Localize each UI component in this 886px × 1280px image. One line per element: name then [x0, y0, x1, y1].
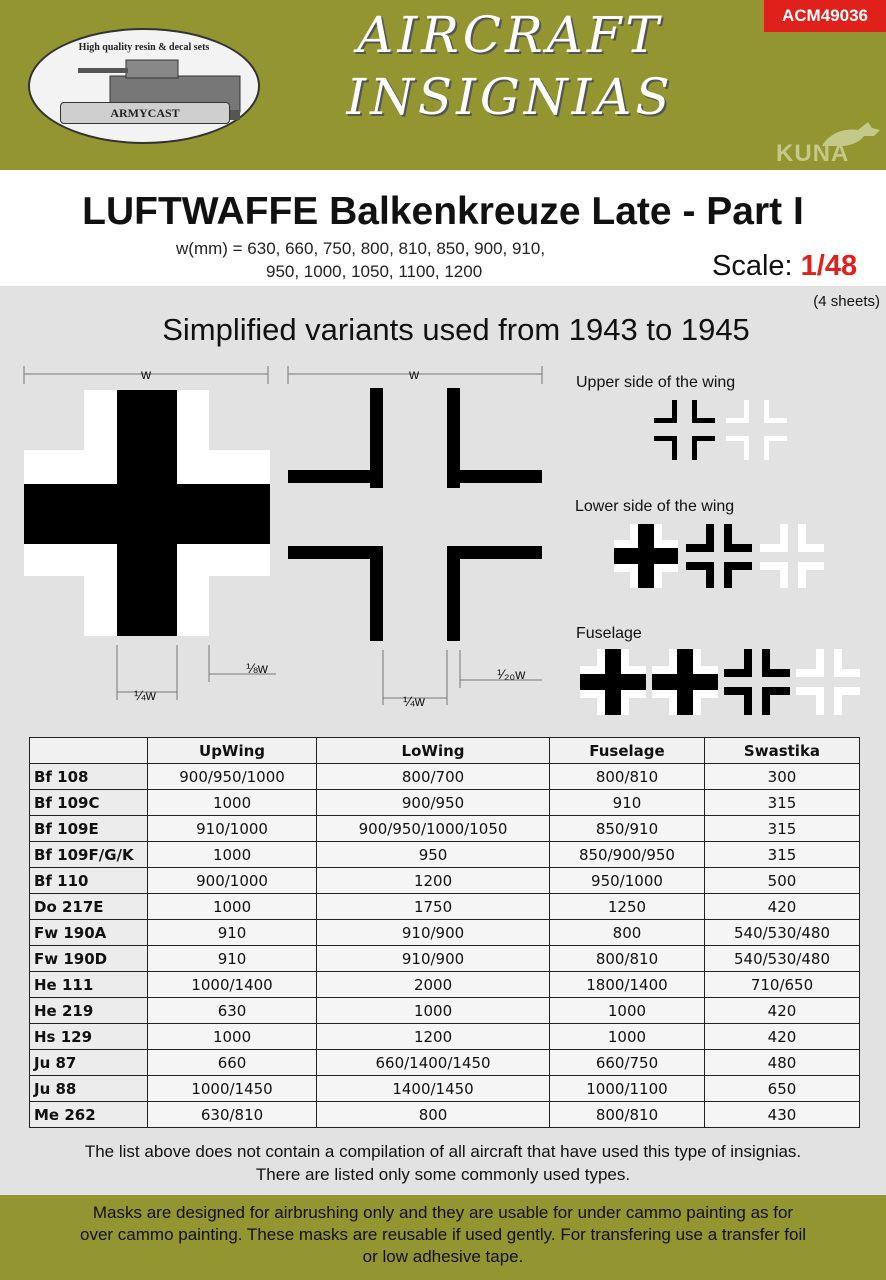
size-cell: 910 [148, 920, 317, 946]
size-cell: 950 [317, 842, 550, 868]
size-cell: 800/810 [549, 764, 704, 790]
solid-cross-diagram [0, 360, 290, 710]
series-title-line2: INSIGNIAS [346, 68, 674, 126]
aircraft-name-cell: Bf 109F/G/K [30, 842, 148, 868]
size-cell: 650 [704, 1076, 859, 1102]
lower-wing-label: Lower side of the wing [575, 498, 735, 515]
logo-tagline: High quality resin & decal sets [78, 42, 210, 53]
table-row [30, 972, 860, 998]
aircraft-name-cell: Fw 190A [30, 920, 148, 946]
sheets-count: (4 sheets) [813, 293, 880, 310]
series-title-line1: AIRCRAFT [357, 6, 663, 64]
quarter-w-label-2: ¼w [403, 693, 425, 709]
footer-line-2: over cammo painting. These masks are reusable if used gently. For transfering use a transfer foil [80, 1225, 806, 1244]
size-cell: 1000 [549, 1024, 704, 1050]
size-cell: 1000 [549, 998, 704, 1024]
size-cell: 660/750 [549, 1050, 704, 1076]
size-cell: 910/1000 [148, 816, 317, 842]
size-cell: 1250 [549, 894, 704, 920]
table-row [30, 920, 860, 946]
size-cell: 420 [704, 1024, 859, 1050]
aircraft-name-cell: Bf 109E [30, 816, 148, 842]
size-cell: 800 [317, 1102, 550, 1128]
size-cell: 1000 [148, 842, 317, 868]
size-cell: 660/1400/1450 [317, 1050, 550, 1076]
subtitle: Simplified variants used from 1943 to 1945 [162, 312, 750, 347]
aircraft-name-cell: Fw 190D [30, 946, 148, 972]
aircraft-name-cell: Ju 87 [30, 1050, 148, 1076]
size-cell: 910 [549, 790, 704, 816]
outline-cross-diagram [280, 360, 550, 710]
size-cell: 300 [704, 764, 859, 790]
logo-banner: ARMYCAST [60, 102, 230, 124]
size-cell: 1200 [317, 1024, 550, 1050]
size-cell: 900/950/1000 [148, 764, 317, 790]
column-header: Fuselage [549, 738, 704, 764]
scale-text: Scale: [712, 250, 793, 282]
size-cell: 1000 [148, 1024, 317, 1050]
aircraft-sizes-table [29, 737, 860, 1128]
table-row [30, 842, 860, 868]
aircraft-name-cell: He 111 [30, 972, 148, 998]
size-cell: 315 [704, 816, 859, 842]
size-cell: 1400/1450 [317, 1076, 550, 1102]
size-cell: 910 [148, 946, 317, 972]
size-cell: 800/700 [317, 764, 550, 790]
column-header [30, 738, 148, 764]
table-row [30, 1024, 860, 1050]
page-title: LUFTWAFFE Balkenkreuze Late - Part I [82, 190, 804, 233]
table-row [30, 764, 860, 790]
eighth-w-label: ⅛w [246, 660, 268, 676]
size-cell: 800/810 [549, 1102, 704, 1128]
scale-value: 1/48 [800, 250, 858, 282]
quarter-w-label-1: ¼w [134, 687, 156, 703]
size-cell: 1000 [148, 790, 317, 816]
note-line-2: There are listed only some commonly used types. [255, 1165, 631, 1184]
table-row [30, 946, 860, 972]
size-cell: 1200 [317, 868, 550, 894]
table-row [30, 816, 860, 842]
table-row [30, 894, 860, 920]
upper-wing-insignia-icons [650, 398, 800, 468]
size-cell: 910/900 [317, 920, 550, 946]
column-header: UpWing [148, 738, 317, 764]
size-cell: 430 [704, 1102, 859, 1128]
table-note [0, 1140, 886, 1186]
table-row [30, 998, 860, 1024]
armycast-logo [28, 28, 260, 144]
footer-line-3: or low adhesive tape. [362, 1247, 524, 1266]
table-row [30, 1050, 860, 1076]
column-header: LoWing [317, 738, 550, 764]
width-label-2: w [409, 366, 420, 382]
table-row [30, 790, 860, 816]
size-cell: 900/1000 [148, 868, 317, 894]
aircraft-name-cell: Me 262 [30, 1102, 148, 1128]
product-code-badge: ACM49036 [764, 0, 886, 32]
size-cell: 1800/1400 [549, 972, 704, 998]
aircraft-name-cell: Bf 110 [30, 868, 148, 894]
size-cell: 630/810 [148, 1102, 317, 1128]
size-cell: 420 [704, 894, 859, 920]
table-row [30, 1102, 860, 1128]
footer-text [0, 1202, 886, 1268]
size-cell: 315 [704, 842, 859, 868]
brand-logo: KUNA [776, 140, 850, 167]
size-cell: 420 [704, 998, 859, 1024]
size-cell: 1000/1400 [148, 972, 317, 998]
fuselage-insignia-icons [578, 647, 868, 719]
tank-icon [30, 30, 258, 142]
size-cell: 1000/1100 [549, 1076, 704, 1102]
size-cell: 660 [148, 1050, 317, 1076]
aircraft-name-cell: He 219 [30, 998, 148, 1024]
size-cell: 1000 [317, 998, 550, 1024]
size-cell: 1000/1450 [148, 1076, 317, 1102]
size-cell: 500 [704, 868, 859, 894]
aircraft-name-cell: Bf 109C [30, 790, 148, 816]
size-cell: 1750 [317, 894, 550, 920]
size-cell: 850/910 [549, 816, 704, 842]
size-cell: 1000 [148, 894, 317, 920]
table-row [30, 1076, 860, 1102]
size-cell: 800/810 [549, 946, 704, 972]
table-header-row [30, 738, 860, 764]
width-label-1: w [141, 366, 152, 382]
size-cell: 710/650 [704, 972, 859, 998]
size-cell: 2000 [317, 972, 550, 998]
scale-label [712, 250, 857, 283]
size-cell: 480 [704, 1050, 859, 1076]
column-header: Swastika [704, 738, 859, 764]
footer-line-1: Masks are designed for airbrushing only and they are usable for under cammo painting as for [92, 1203, 794, 1222]
upper-wing-label: Upper side of the wing [576, 374, 736, 391]
aircraft-name-cell: Do 217E [30, 894, 148, 920]
size-cell: 950/1000 [549, 868, 704, 894]
size-cell: 900/950/1000/1050 [317, 816, 550, 842]
note-line-1: The list above does not contain a compilation of all aircraft that have used this type of insignias. [84, 1142, 802, 1161]
aircraft-name-cell: Hs 129 [30, 1024, 148, 1050]
lower-wing-insignia-icons [612, 522, 832, 592]
size-cell: 850/900/950 [549, 842, 704, 868]
size-cell: 540/530/480 [704, 920, 859, 946]
series-title [300, 4, 720, 128]
aircraft-name-cell: Ju 88 [30, 1076, 148, 1102]
table-row [30, 868, 860, 894]
twentieth-w-label: ¹⁄₂₀w [497, 666, 526, 682]
sizes-line-2: 950, 1000, 1050, 1100, 1200 [266, 262, 483, 281]
size-cell: 540/530/480 [704, 946, 859, 972]
size-cell: 910/900 [317, 946, 550, 972]
fuselage-label: Fuselage [576, 625, 642, 642]
aircraft-name-cell: Bf 108 [30, 764, 148, 790]
sizes-line-1: w(mm) = 630, 660, 750, 800, 810, 850, 900, 910, [176, 239, 546, 258]
size-cell: 630 [148, 998, 317, 1024]
size-cell: 900/950 [317, 790, 550, 816]
size-cell: 315 [704, 790, 859, 816]
size-cell: 800 [549, 920, 704, 946]
